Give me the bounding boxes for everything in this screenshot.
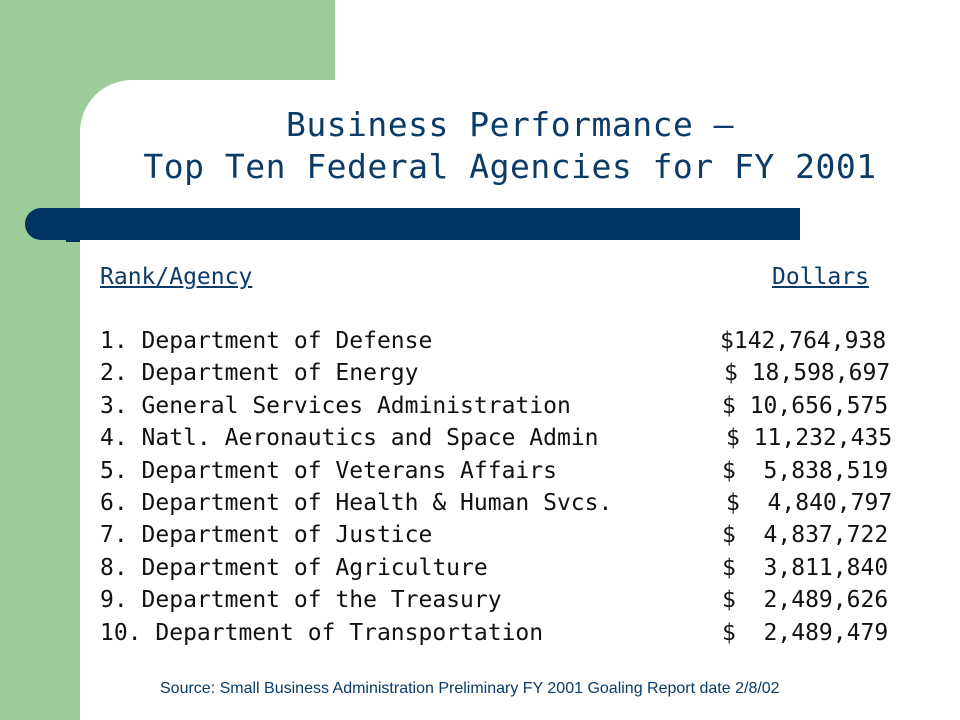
title-divider-bar [25,208,800,240]
row-amount: $ 18,598,697 [724,360,891,387]
title-divider-notch [66,240,80,242]
slide-title [80,104,940,188]
table-header [100,264,920,296]
row-agency: 5. Department of Veterans Affairs [100,457,557,484]
green-left-strip [0,0,80,720]
row-amount: $ 3,811,840 [722,554,889,581]
table-row [100,490,920,522]
agency-table [100,264,920,646]
row-amount: $ 4,837,722 [722,522,889,549]
row-amount: $ 2,489,479 [722,619,889,646]
row-amount: $ 10,656,575 [722,392,889,419]
row-amount: $ 11,232,435 [726,425,893,452]
table-row [100,360,920,392]
table-row [100,393,920,425]
header-rank-agency: Rank/Agency [100,264,253,290]
row-amount: $142,764,938 [720,328,887,354]
title-line-1: Business Performance – [285,105,735,144]
table-row [100,522,920,554]
row-agency: 6. Department of Health & Human Svcs. [100,489,613,516]
table-row [100,328,920,360]
row-agency: 7. Department of Justice [100,522,433,549]
row-agency: 9. Department of the Treasury [100,587,502,614]
source-note: Source: Small Business Administration Preliminary FY 2001 Goaling Report date 2/8/02 [160,680,780,697]
row-agency: 8. Department of Agriculture [100,554,488,581]
header-dollars: Dollars [772,264,869,290]
title-line-2: Top Ten Federal Agencies for FY 2001 [143,147,877,186]
table-row [100,425,920,457]
table-rows [100,328,920,652]
row-amount: $ 5,838,519 [722,457,889,484]
table-row [100,587,920,619]
row-amount: $ 4,840,797 [726,489,893,516]
row-agency: 1. Department of Defense [100,328,433,354]
row-agency: 10. Department of Transportation [100,619,544,646]
table-row [100,555,920,587]
row-agency: 3. General Services Administration [100,392,571,419]
table-row [100,620,920,652]
row-agency: 2. Department of Energy [100,360,419,387]
table-row [100,458,920,490]
row-amount: $ 2,489,626 [722,587,889,614]
row-agency: 4. Natl. Aeronautics and Space Admin [100,425,599,452]
